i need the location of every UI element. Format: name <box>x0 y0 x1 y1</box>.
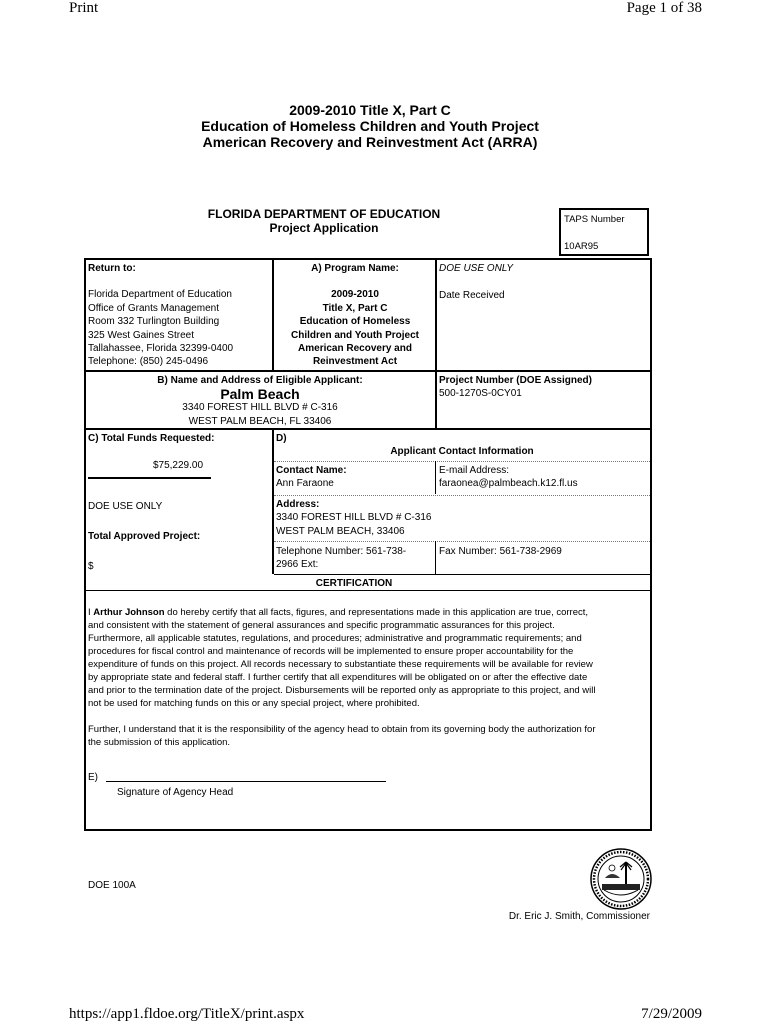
title-line-3: American Recovery and Reinvestment Act (ARRA) <box>202 134 538 150</box>
certification-line: not be used for matching funds on this or any special project, where prohibited. <box>88 698 420 709</box>
divider <box>84 428 652 430</box>
certification-body <box>88 606 650 749</box>
signature-prefix: E) <box>88 772 98 783</box>
certification-heading: CERTIFICATION <box>315 578 393 589</box>
certification-intro: I <box>88 607 94 618</box>
divider <box>84 590 652 591</box>
return-line: Florida Department of Education <box>88 289 232 301</box>
funds-requested-value: $75,229.00 <box>152 460 204 471</box>
project-number-label: Project Number (DOE Assigned) <box>439 375 592 386</box>
applicant-address-1: 3340 FOREST HILL BLVD # C-316 <box>182 402 338 414</box>
contact-address-block <box>276 498 646 538</box>
certification-line: by appropriate state and federal staff. I further certify that all expenditures will be obligated on or after the effective date <box>88 672 588 683</box>
divider <box>274 494 650 496</box>
return-line: Office of Grants Management <box>88 302 219 314</box>
applicant-name: Palm Beach <box>220 386 300 403</box>
email-value: faraonea@palmbeach.k12.fl.us <box>439 478 578 490</box>
program-line: Children and Youth Project <box>291 329 419 341</box>
certification-line: I Arthur Johnson do hereby certify that all facts, figures, and representations made in this application are true, correct, <box>88 607 589 618</box>
contact-heading: Applicant Contact Information <box>390 446 534 457</box>
divider <box>84 370 652 372</box>
return-line: Tallahassee, Florida 32399-0400 <box>88 343 234 355</box>
program-line: Education of Homeless <box>299 316 411 328</box>
funds-underline <box>88 477 211 479</box>
divider <box>435 370 437 428</box>
program-line: American Recovery and <box>298 343 412 355</box>
page-url: https://app1.fldoe.org/TitleX/print.aspx <box>69 1006 305 1022</box>
agency-heading <box>170 207 478 235</box>
commissioner-name: Dr. Eric J. Smith, Commissioner <box>508 911 650 922</box>
agency-name: FLORIDA DEPARTMENT OF EDUCATION <box>207 207 441 221</box>
telephone-line-2: 2966 Ext: <box>276 559 319 571</box>
divider <box>435 541 436 574</box>
taps-box <box>559 208 649 256</box>
program-name-label: A) Program Name: <box>311 263 399 274</box>
funds-requested-label: C) Total Funds Requested: <box>88 433 215 444</box>
return-to-label: Return to: <box>88 263 136 274</box>
certifier-name: Arthur Johnson <box>93 607 165 618</box>
program-name-section <box>275 262 435 369</box>
program-line: Title X, Part C <box>322 302 388 314</box>
program-line: Reinvestment Act <box>312 356 398 368</box>
certification-line: procedures for fiscal control and maintenance of records will be implemented to ensure proper accountability for the <box>88 646 574 657</box>
return-line: 325 West Gaines Street <box>88 329 194 341</box>
divider <box>272 428 274 574</box>
print-date: 7/29/2009 <box>641 1006 702 1022</box>
certification-line: Furthermore, all applicable statutes, regulations, and procedures; administrative and programmatic requirements; and <box>88 633 582 644</box>
fax-number: Fax Number: 561-738-2969 <box>439 546 562 557</box>
contact-name-value: Ann Faraone <box>276 478 334 490</box>
certification-line: Further, I understand that it is the responsibility of the agency head to obtain from its governing body the authorization for <box>88 724 596 735</box>
return-to-section <box>88 262 270 369</box>
print-header-left: Print <box>69 0 99 16</box>
taps-label: TAPS Number <box>564 214 625 225</box>
contact-name-label: Contact Name: <box>276 465 347 476</box>
doe-use-section <box>439 262 647 303</box>
email-block <box>439 464 649 491</box>
applicant-section <box>86 374 434 428</box>
return-line: Telephone: (850) 245-0496 <box>88 356 209 368</box>
document-title <box>120 102 620 150</box>
divider <box>274 540 650 542</box>
certification-line: the submission of this application. <box>88 737 231 748</box>
contact-name-block <box>276 464 434 491</box>
signature-caption: Signature of Agency Head <box>117 787 234 798</box>
telephone-line-1: Telephone Number: 561-738- <box>276 546 407 557</box>
title-line-2: Education of Homeless Children and Youth Project <box>201 118 539 134</box>
project-number-section <box>439 374 649 401</box>
contact-address-label: Address: <box>276 499 320 510</box>
approved-amount: $ <box>88 561 94 572</box>
page-indicator: Page 1 of 38 <box>626 0 702 16</box>
applicant-label: B) Name and Address of Eligible Applicant: <box>157 375 363 386</box>
project-number-value: 500-1270S-0CY01 <box>439 388 522 400</box>
form-id: DOE 100A <box>88 880 136 891</box>
contact-section-label: D) <box>276 433 287 444</box>
divider <box>435 461 436 494</box>
doe-use-label: DOE USE ONLY <box>439 263 514 274</box>
divider <box>272 258 274 370</box>
program-line: 2009-2010 <box>331 289 379 301</box>
title-line-1: 2009-2010 Title X, Part C <box>289 102 451 118</box>
divider <box>274 574 652 575</box>
certification-line: expenditure of funds on this project. All records necessary to substantiate these requirements will be available for review <box>88 659 593 670</box>
approved-project-label: Total Approved Project: <box>88 531 201 542</box>
divider <box>274 460 650 462</box>
agency-subtitle: Project Application <box>269 221 379 235</box>
certification-line: and consistent with the statement of general assurances and specific programmatic assurances for this project. <box>88 620 555 631</box>
signature-line[interactable] <box>106 781 386 782</box>
contact-address-1: 3340 FOREST HILL BLVD # C-316 <box>276 512 432 524</box>
telephone-block <box>276 545 434 572</box>
divider <box>435 258 437 370</box>
return-line: Room 332 Turlington Building <box>88 316 220 328</box>
contact-address-2: WEST PALM BEACH, 33406 <box>276 525 405 537</box>
email-label: E-mail Address: <box>439 465 510 476</box>
date-received-label: Date Received <box>439 290 505 302</box>
state-seal-icon <box>590 848 652 910</box>
funds-doe-use-label: DOE USE ONLY <box>88 501 163 512</box>
certification-line: and prior to the termination date of the project. Disbursements will be reported only as appropriate to this project, and will <box>88 685 596 696</box>
taps-number: 10AR95 <box>564 241 599 252</box>
applicant-address-2: WEST PALM BEACH, FL 33406 <box>188 415 332 427</box>
